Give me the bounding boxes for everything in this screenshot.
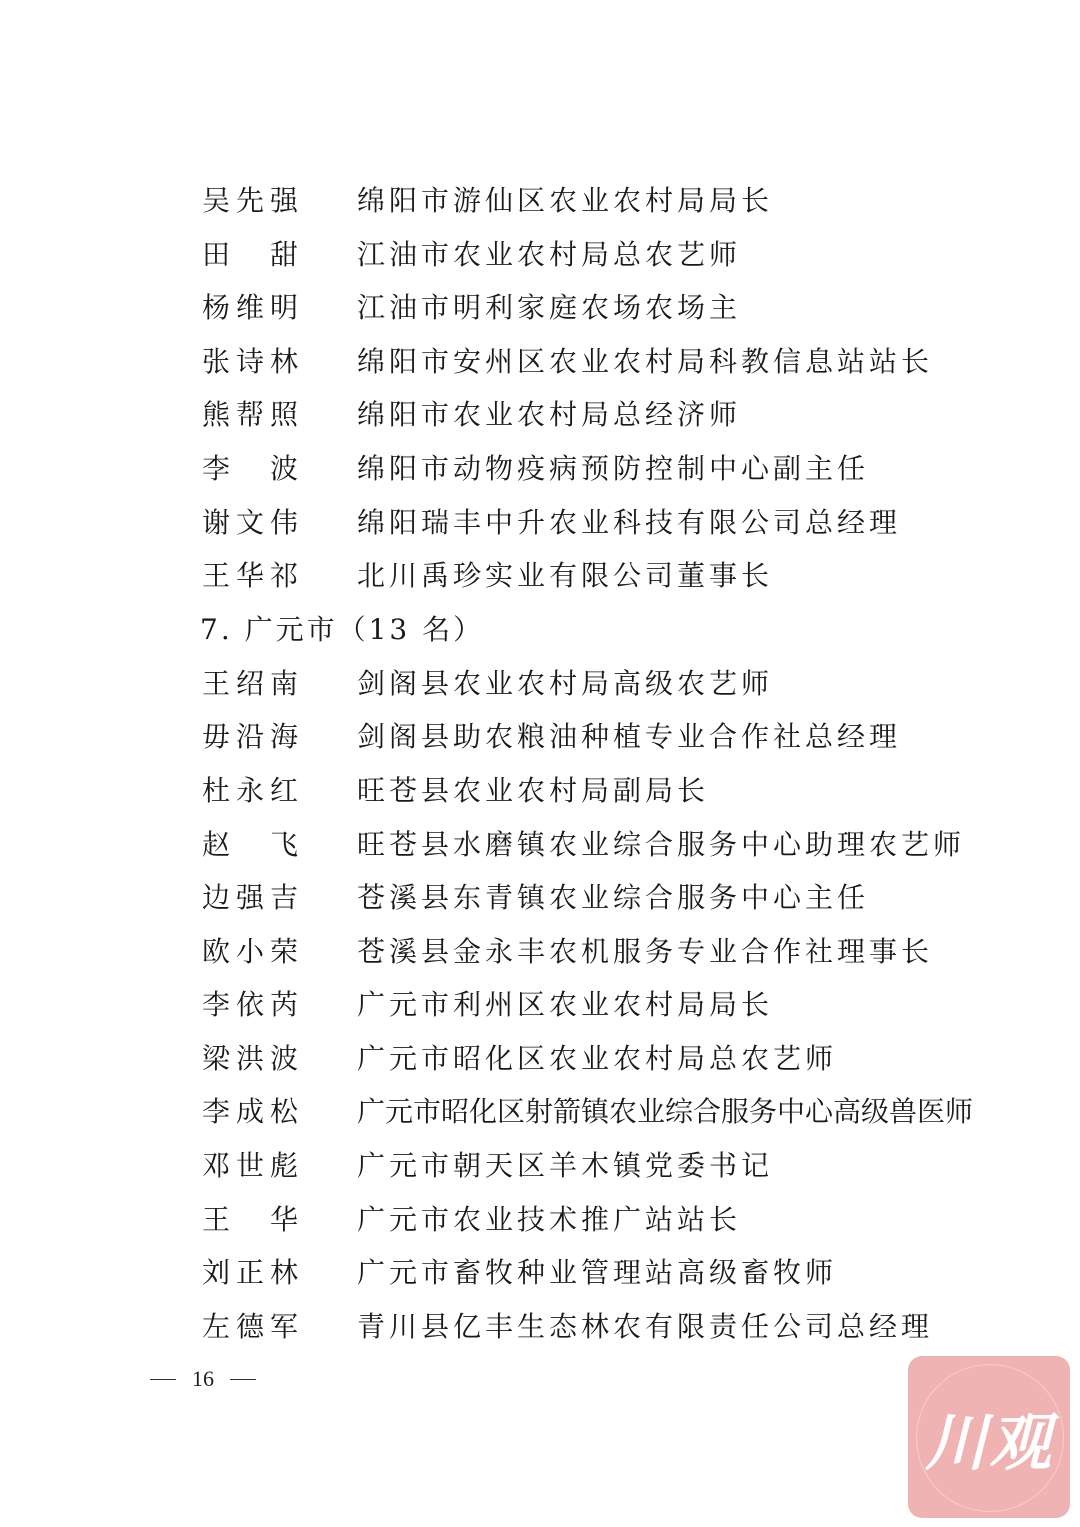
person-name: 左德军	[202, 1310, 305, 1343]
person-title: 剑阁县农业农村局高级农艺师	[357, 667, 774, 700]
person-title: 绵阳市安州区农业农村局科教信息站站长	[357, 345, 934, 378]
person-name: 梁洪波	[202, 1042, 305, 1075]
watermark-text: 川观	[924, 1405, 1053, 1479]
person-title: 绵阳市农业农村局总经济师	[357, 398, 742, 431]
section-heading: 7. 广元市（13 名）	[200, 613, 485, 646]
person-title: 广元市昭化区农业农村局总农艺师	[357, 1042, 838, 1075]
person-title: 绵阳市动物疫病预防控制中心副主任	[357, 452, 870, 485]
person-name: 邓世彪	[202, 1149, 305, 1182]
person-name: 谢文伟	[202, 506, 305, 539]
person-name: 杜永红	[202, 774, 305, 807]
person-name: 吴先强	[202, 184, 305, 217]
person-title: 苍溪县金永丰农机服务专业合作社理事长	[357, 935, 934, 968]
person-title: 剑阁县助农粮油种植专业合作社总经理	[357, 720, 902, 753]
person-name: 赵 飞	[202, 828, 305, 861]
person-title: 青川县亿丰生态林农有限责任公司总经理	[357, 1310, 934, 1343]
person-title: 北川禹珍实业有限公司董事长	[357, 559, 774, 592]
footer-dash-left	[150, 1379, 176, 1380]
person-title: 广元市朝天区羊木镇党委书记	[357, 1149, 774, 1182]
page-footer	[150, 1364, 256, 1394]
person-name: 王 华	[202, 1203, 305, 1236]
person-title: 广元市利州区农业农村局局长	[357, 988, 774, 1021]
person-name: 李成松	[202, 1095, 305, 1128]
person-title: 旺苍县水磨镇农业综合服务中心助理农艺师	[357, 828, 966, 861]
person-title: 广元市昭化区射箭镇农业综合服务中心高级兽医师	[357, 1095, 974, 1128]
person-name: 杨维明	[202, 291, 305, 324]
person-title: 江油市农业农村局总农艺师	[357, 238, 742, 271]
page-number: 16	[192, 1366, 214, 1391]
person-name: 王绍南	[202, 667, 305, 700]
person-name: 刘正林	[202, 1256, 305, 1289]
watermark-logo	[908, 1356, 1070, 1518]
person-name: 李依芮	[202, 988, 305, 1021]
person-title: 苍溪县东青镇农业综合服务中心主任	[357, 881, 870, 914]
person-name: 张诗林	[202, 345, 305, 378]
person-name: 欧小荣	[202, 935, 305, 968]
person-name: 王华祁	[202, 559, 305, 592]
person-name: 毋沿海	[202, 720, 305, 753]
person-title: 广元市畜牧种业管理站高级畜牧师	[357, 1256, 838, 1289]
footer-dash-right	[230, 1379, 256, 1380]
person-title: 广元市农业技术推广站站长	[357, 1203, 742, 1236]
person-title: 绵阳瑞丰中升农业科技有限公司总经理	[357, 506, 902, 539]
person-title: 旺苍县农业农村局副局长	[357, 774, 710, 807]
person-name: 熊帮照	[202, 398, 305, 431]
person-name: 边强吉	[202, 881, 305, 914]
person-name: 田 甜	[202, 238, 305, 271]
person-title: 绵阳市游仙区农业农村局局长	[357, 184, 774, 217]
person-name: 李 波	[202, 452, 305, 485]
person-title: 江油市明利家庭农场农场主	[357, 291, 742, 324]
